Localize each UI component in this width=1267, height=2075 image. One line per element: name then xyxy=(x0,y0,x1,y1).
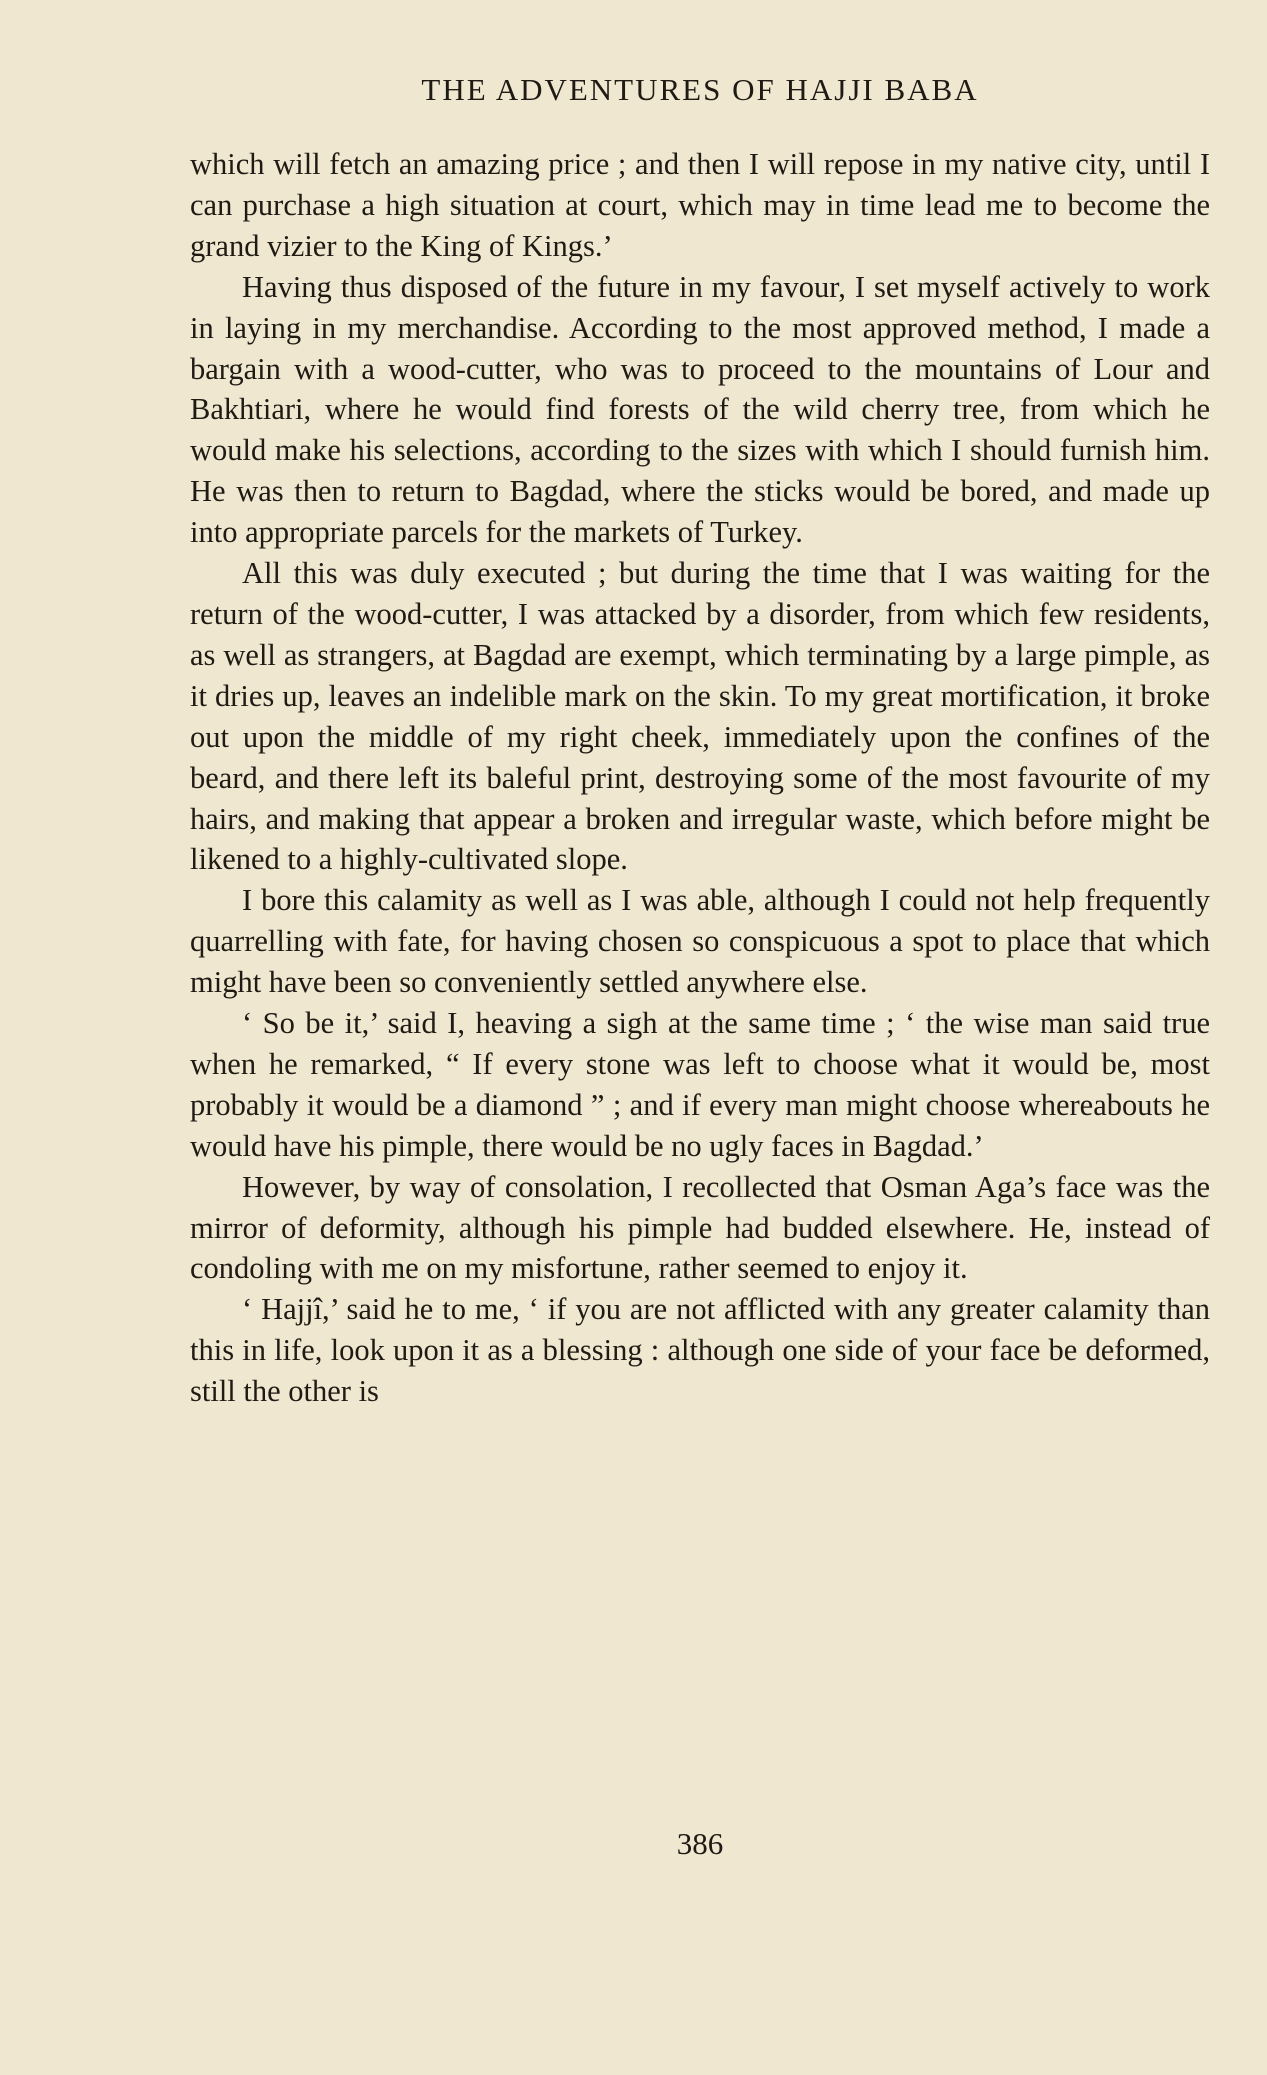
paragraph: ‘ Hajjî,’ said he to me, ‘ if you are not afflicted with any greater calamity than this in life, look upon it as a blessing : although one side of your face be deformed, still the other is xyxy=(190,1292,1210,1409)
paragraph: Having thus disposed of the future in my favour, I set myself actively to work in laying in my merchandise. According to the most approved method, I made a bargain with a wood-cutter, who was to proceed to the mountains of Lour and Bakhtiari, where he would find forests of the wild cherry tree, from which he would make his selections, according to the sizes with which I should furnish him. He was then to return to Bagdad, where the sticks would be bored, and made up into appropriate parcels for the markets of Turkey. xyxy=(190,269,1210,550)
page-number: 386 xyxy=(676,1826,724,1861)
running-head: THE ADVENTURES OF HAJJI BABA xyxy=(421,72,979,107)
paragraph: However, by way of consolation, I recollected that Osman Aga’s face was the mirror of deformity, although his pimple had budded elsewhere. He, instead of condoling with me on my misfortune, rather seemed to enjoy it. xyxy=(190,1169,1210,1286)
paragraph: All this was duly executed ; but during the time that I was waiting for the return of the wood-cutter, I was attacked by a disorder, from which few residents, as well as strangers, at Bagdad are exempt, which terminating by a large pimple, as it dries up, leaves an indelible mark on the skin. To my great mortification, it broke out upon the middle of my right cheek, immediately upon the confines of the beard, and there left its baleful print, destroying some of the most favourite of my hairs, and making that appear a broken and irregular waste, which before might be likened to a highly-cultivated slope. xyxy=(190,556,1210,877)
paragraph: which will fetch an amazing price ; and then I will repose in my native city, until I can purchase a high situation at court, which may in time lead me to become the grand vizier to the King of Kings.’ xyxy=(190,147,1210,263)
body-text xyxy=(190,144,1210,1412)
paragraph: ‘ So be it,’ said I, heaving a sigh at the same time ; ‘ the wise man said true when he remarked, “ If every stone was left to choose what it would be, most probably it would be a diamond ” ; and if every man might choose whereabouts he would have his pimple, there would be no ugly faces in Bagdad.’ xyxy=(190,1006,1210,1163)
paragraph: I bore this calamity as well as I was able, although I could not help frequently quarrelling with fate, for having chosen so conspicuous a spot to place that which might have been so conveniently settled anywhere else. xyxy=(190,883,1210,1000)
